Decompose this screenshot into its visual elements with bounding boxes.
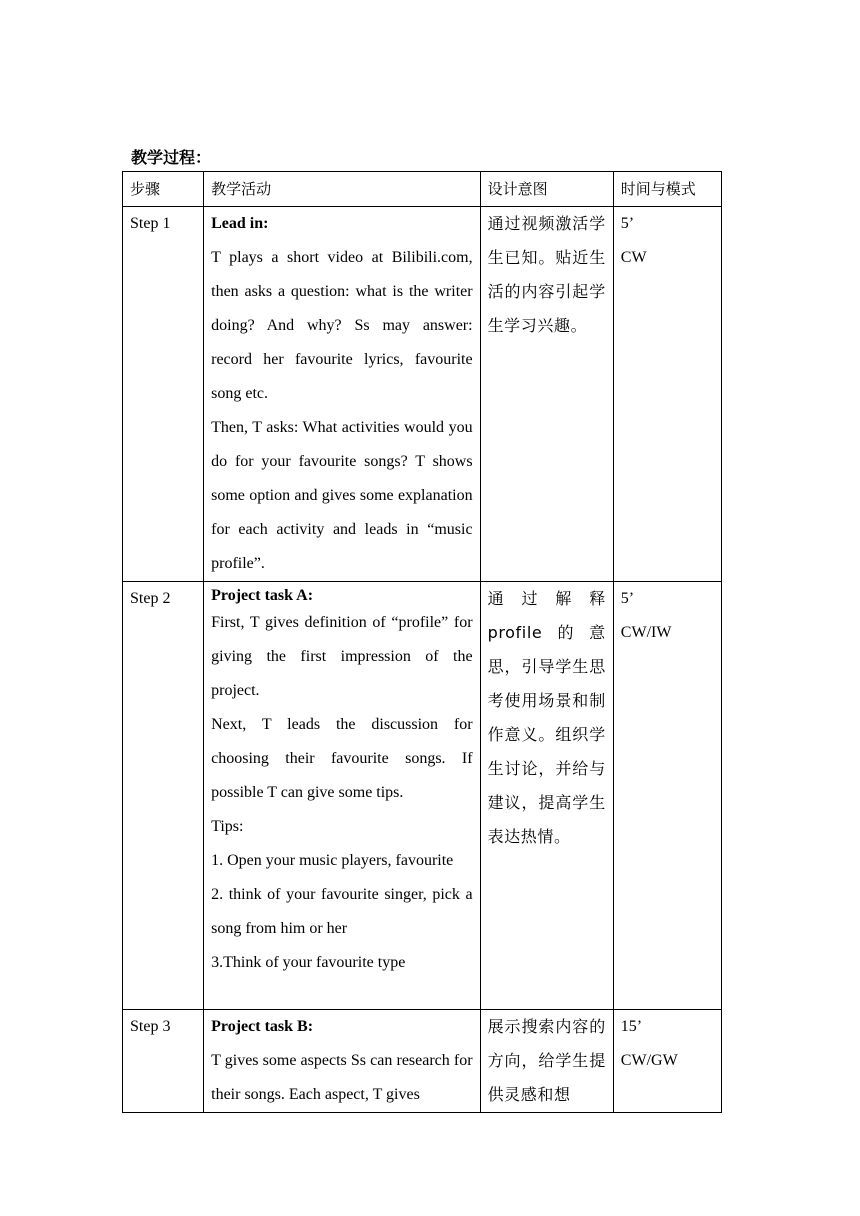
step-cell: Step 2: [123, 582, 204, 1010]
time-duration: 5’: [620, 590, 635, 607]
table-row: [123, 582, 722, 1010]
activity-paragraph: 3.Think of your favourite type: [211, 954, 406, 971]
activity-cell: [204, 1010, 480, 1113]
header-time: 时间与模式: [613, 172, 721, 207]
activity-cell: [204, 582, 480, 1010]
activity-title: Project task B:: [211, 1018, 314, 1035]
time-mode: CW/IW: [620, 624, 672, 641]
time-cell: [613, 207, 721, 582]
time-mode: CW: [620, 249, 647, 266]
table-header-row: [123, 172, 722, 207]
step-cell: Step 3: [123, 1010, 204, 1113]
time-duration: 5’: [620, 215, 635, 232]
section-heading: 教学过程：: [131, 148, 212, 167]
time-cell: [613, 582, 721, 1010]
activity-cell: [204, 207, 480, 582]
header-step: 步骤: [123, 172, 204, 207]
activity-paragraph: Tips:: [211, 818, 244, 835]
activity-title: Lead in:: [211, 215, 269, 232]
header-intent: 设计意图: [480, 172, 613, 207]
activity-paragraph: Next, T leads the discussion for choosing their favourite songs. If possible T can give some tips.: [211, 716, 473, 801]
time-mode: CW/GW: [620, 1052, 678, 1069]
header-activity: 教学活动: [204, 172, 480, 207]
intent-cell: 通过视频激活学生已知。贴近生活的内容引起学生学习兴趣。: [480, 207, 613, 582]
activity-paragraph: First, T gives definition of “profile” for giving the first impression of the project.: [211, 614, 473, 699]
activity-paragraph: T gives some aspects Ss can research for their songs. Each aspect, T gives: [211, 1052, 473, 1103]
table-row: [123, 1010, 722, 1113]
activity-paragraph: Then, T asks: What activities would you do for your favourite songs? T shows some option and gives some explanation for each activity and leads in “music profile”.: [211, 419, 473, 572]
activity-paragraph: 1. Open your music players, favourite: [211, 852, 454, 869]
activity-title: Project task A:: [211, 587, 314, 604]
lesson-plan-table: [122, 171, 722, 1113]
time-duration: 15’: [620, 1018, 643, 1035]
intent-cell: 展示搜索内容的方向，给学生提供灵感和想: [480, 1010, 613, 1113]
activity-paragraph: T plays a short video at Bilibili.com, then asks a question: what is the writer doing? And why? Ss may answer: record her favourite lyrics, favourite song etc.: [211, 249, 473, 402]
table-row: [123, 207, 722, 582]
intent-cell: 通过解释profile的意思，引导学生思考使用场景和制作意义。组织学生讨论，并给与建议，提高学生表达热情。: [480, 582, 613, 1010]
step-cell: Step 1: [123, 207, 204, 582]
time-cell: [613, 1010, 721, 1113]
activity-paragraph: 2. think of your favourite singer, pick a song from him or her: [211, 886, 473, 937]
